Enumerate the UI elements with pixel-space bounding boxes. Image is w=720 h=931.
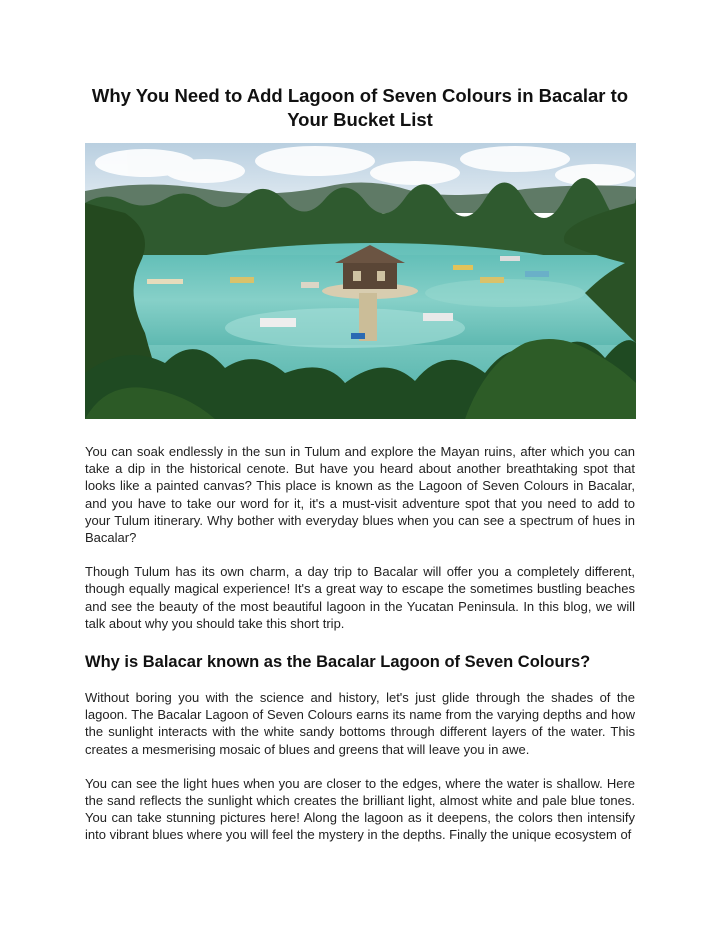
document-page xyxy=(85,84,635,844)
section-heading: Why is Balacar known as the Bacalar Lagoon of Seven Colours? xyxy=(85,653,591,672)
section-paragraph: You can see the light hues when you are closer to the edges, where the water is shallow. Here the sand reflects the sunlight which creates the brilliant light, almost white and pale blue tones. You can take stunning pictures here! Along the lagoon as it deepens, the colors then intensify into vibrant blues where you will feel the mystery in the depths. Finally the unique ecosystem of xyxy=(85,775,635,843)
intro-paragraph: You can soak endlessly in the sun in Tulum and explore the Mayan ruins, after which you can take a dip in the historical cenote. But have you heard about another breathtaking spot that looks like a painted canvas? This place is known as the Lagoon of Seven Colours in Bacalar, and you have to take our word for it, it's a must-visit adventure spot that you need to add to your Tulum itinerary. Why bother with everyday blues when you can see a spectrum of hues in Bacalar? xyxy=(85,444,635,546)
body-paragraph: Though Tulum has its own charm, a day trip to Bacalar will offer you a completely different, though equally magical experience! It's a great way to escape the sometimes bustling beaches and see the beauty of the most beautiful lagoon in the Yucatan Peninsula. In this blog, we will talk about why you should take this short trip. xyxy=(85,564,635,631)
section-paragraph: Without boring you with the science and history, let's just glide through the shades of the lagoon. The Bacalar Lagoon of Seven Colours earns its name from the varying depths and how the sunlight interacts with the white sandy bottoms through different layers of the water. This creates a mesmerising mosaic of blues and greens that will leave you in awe. xyxy=(85,690,635,757)
lagoon-photo xyxy=(85,143,636,419)
article-title: Why You Need to Add Lagoon of Seven Colours in Bacalar to Your Bucket List xyxy=(91,85,629,130)
